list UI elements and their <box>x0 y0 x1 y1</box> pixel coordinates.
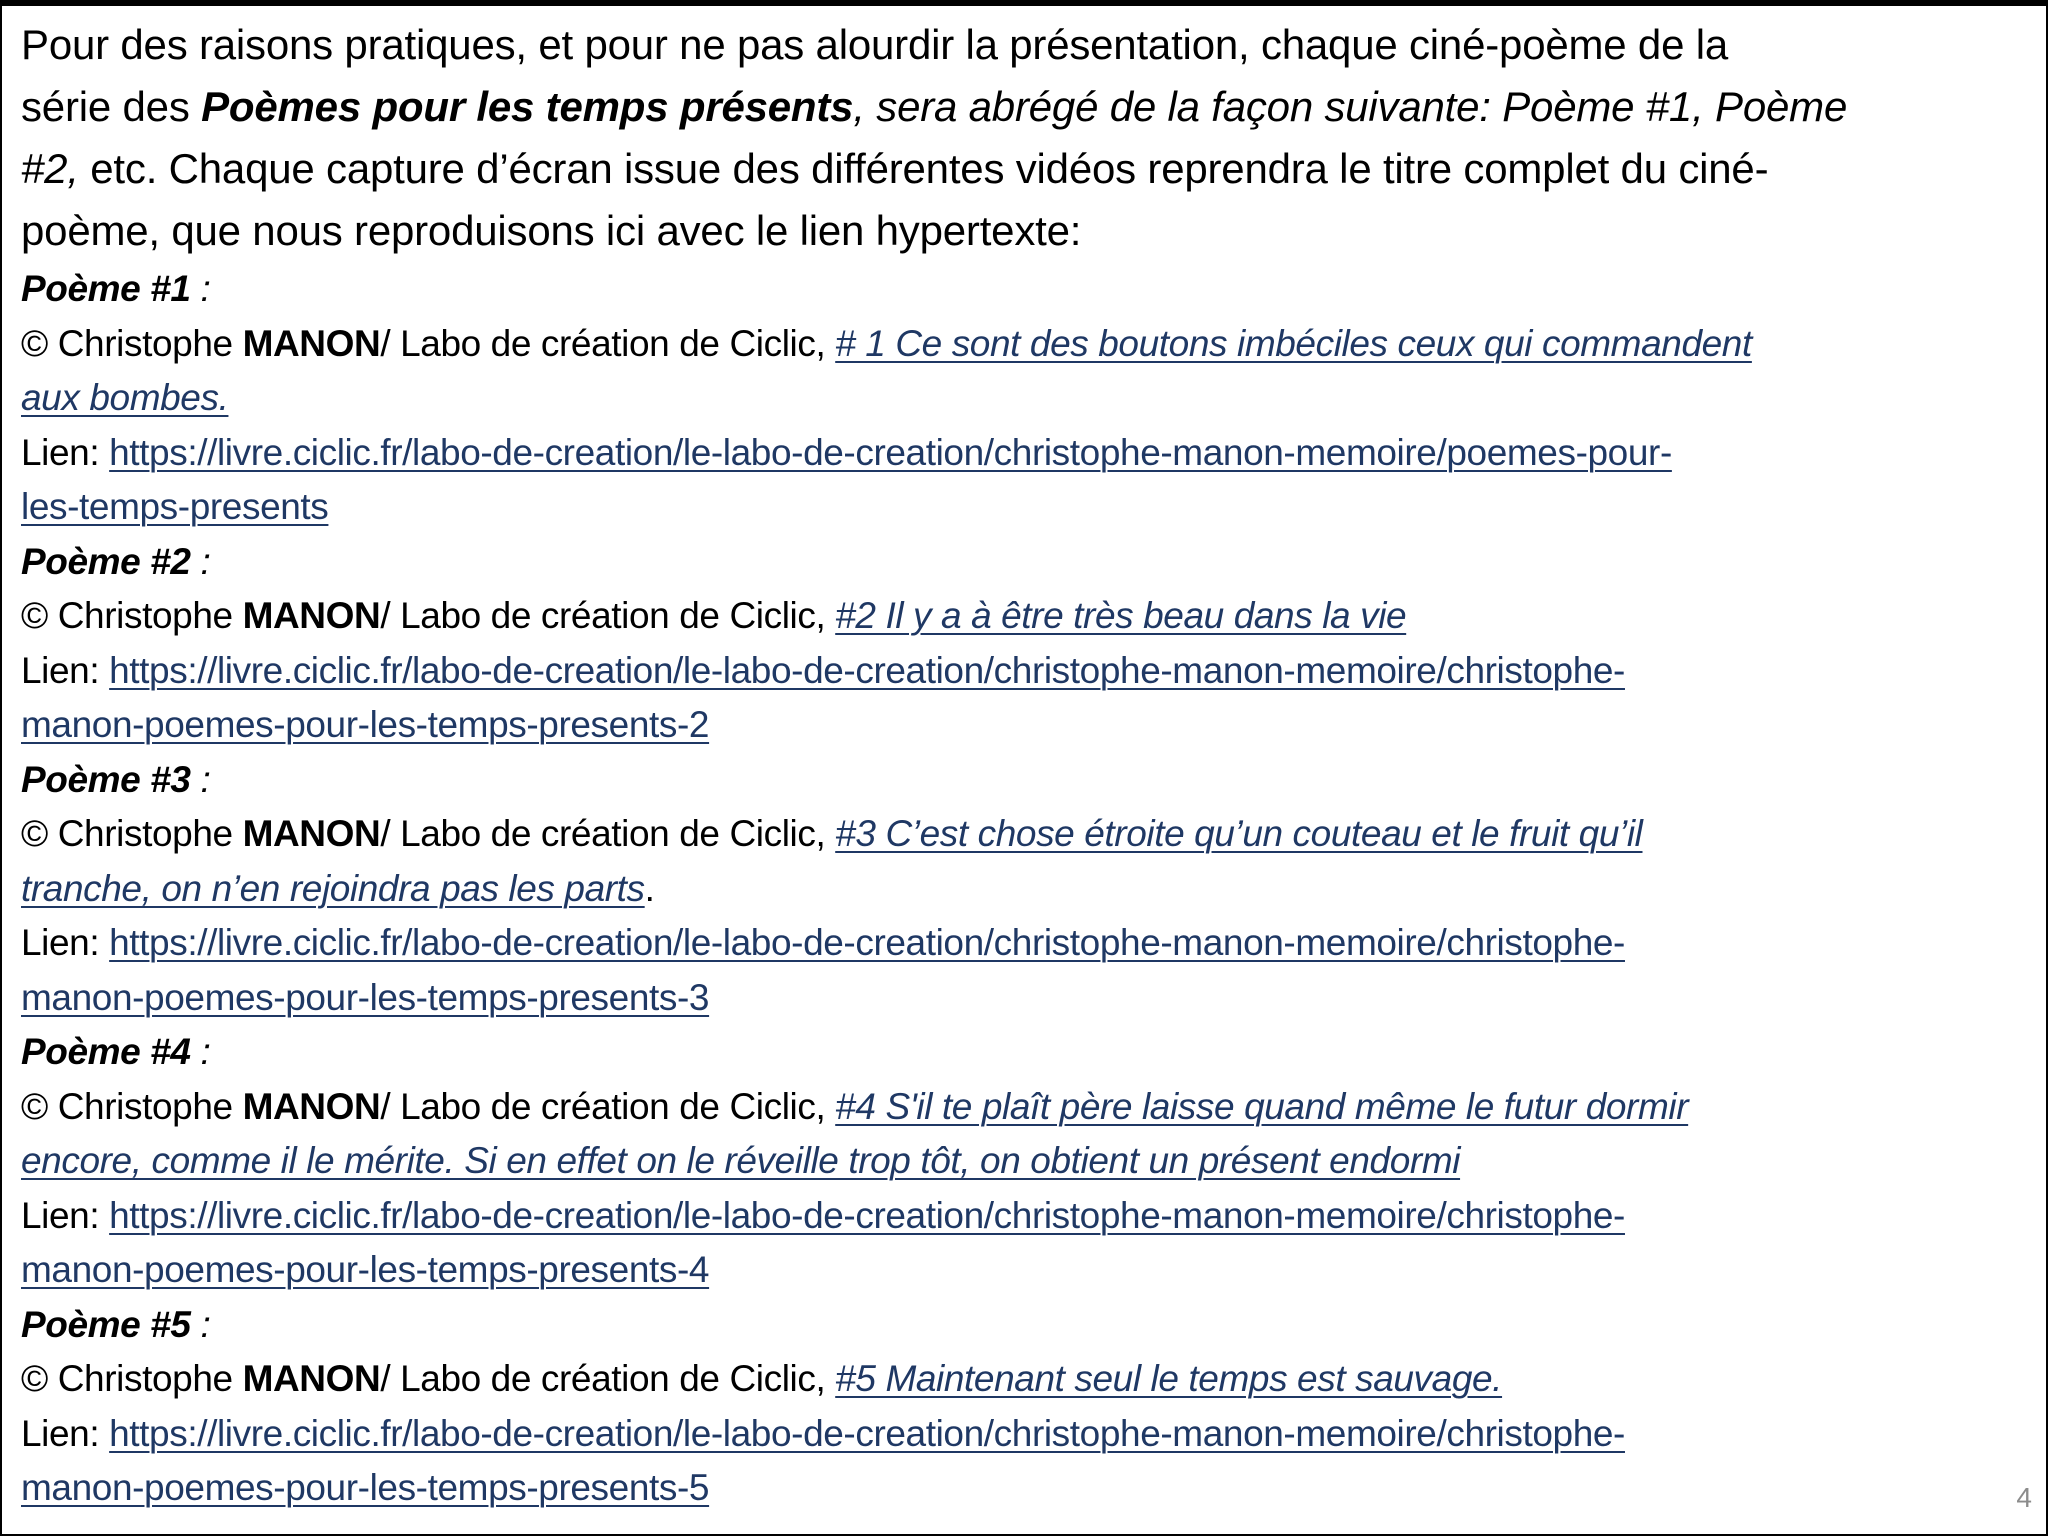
copyright-text: © Christophe <box>21 595 243 636</box>
poem-url-link[interactable]: https://livre.ciclic.fr/labo-de-creation/le-labo-de-creation/christophe-manon-memoire/christophe- <box>109 649 1625 691</box>
poem-credit-line <box>21 589 2021 644</box>
poem-url-link[interactable]: https://livre.ciclic.fr/labo-de-creation/le-labo-de-creation/christophe-manon-memoire/christophe- <box>109 922 1625 963</box>
poem-credit-line <box>21 1134 2021 1189</box>
poem-url-line <box>21 426 2021 481</box>
poem-url-line <box>21 1189 2021 1244</box>
poem-url-link[interactable]: les-temps-presents <box>21 486 329 527</box>
page-number: 4 <box>2016 1482 2032 1513</box>
abbreviation-example: #2, <box>21 145 79 192</box>
copyright-text: / Labo de création de Ciclic, <box>380 322 836 364</box>
series-title: Poèmes pour les temps présents <box>201 83 854 130</box>
copyright-text: / Labo de création de Ciclic, <box>380 595 836 636</box>
poem-heading <box>21 262 2021 317</box>
copyright-text: © Christophe <box>21 1358 243 1399</box>
intro-line-1: Pour des raisons pratiques, et pour ne pas alourdir la présentation, chaque ciné-poème de la <box>21 21 1729 68</box>
lien-label: Lien: <box>21 649 110 691</box>
poem-title-link[interactable]: #5 Maintenant seul le temps est sauvage. <box>835 1358 1503 1399</box>
poem-credit-line <box>21 807 2021 862</box>
author-surname: MANON <box>242 1358 381 1399</box>
poem-title-link[interactable]: # 1 Ce sont des boutons imbéciles ceux qui commandent <box>835 322 1752 364</box>
poem-heading-label: Poème #3 <box>21 758 191 800</box>
poem-entry-4 <box>21 1025 2021 1298</box>
poem-heading-label: Poème #4 <box>21 1031 191 1072</box>
author-surname: MANON <box>242 322 381 364</box>
copyright-text: © Christophe <box>21 813 243 854</box>
poem-heading-label: Poème #2 <box>21 540 191 582</box>
poem-url-link[interactable]: manon-poemes-pour-les-temps-presents-4 <box>21 1249 710 1290</box>
poem-heading-colon: : <box>190 758 211 800</box>
abbreviation-example: Poème #1, Poème <box>1502 83 1848 130</box>
poem-url-link[interactable]: https://livre.ciclic.fr/labo-de-creation/le-labo-de-creation/christophe-manon-memoire/christophe- <box>109 1412 1625 1454</box>
copyright-text: / Labo de création de Ciclic, <box>380 813 836 854</box>
poem-credit-line <box>21 862 2021 917</box>
poem-heading <box>21 535 2021 590</box>
lien-label: Lien: <box>21 1412 110 1454</box>
poem-heading-colon: : <box>190 1303 211 1345</box>
poem-list <box>21 262 2021 1516</box>
poem-url-link[interactable]: manon-poemes-pour-les-temps-presents-2 <box>21 704 710 745</box>
copyright-text: / Labo de création de Ciclic, <box>380 1358 836 1399</box>
poem-heading-colon: : <box>190 268 211 309</box>
author-surname: MANON <box>242 595 381 636</box>
poem-url-line <box>21 971 2021 1026</box>
poem-title-link[interactable]: aux bombes. <box>21 377 229 418</box>
poem-entry-2 <box>21 535 2021 753</box>
poem-title-link[interactable]: #2 Il y a à être très beau dans la vie <box>835 595 1407 636</box>
author-surname: MANON <box>242 813 381 854</box>
poem-entry-5 <box>21 1298 2021 1516</box>
poem-url-line <box>21 916 2021 971</box>
poem-title-link[interactable]: encore, comme il le mérite. Si en effet on le réveille trop tôt, on obtient un présent endormi <box>21 1140 1461 1181</box>
lien-label: Lien: <box>21 922 110 963</box>
poem-title-link[interactable]: tranche, on n’en rejoindra pas les parts <box>21 867 645 909</box>
poem-url-link[interactable]: manon-poemes-pour-les-temps-presents-3 <box>21 976 710 1018</box>
poem-title-link[interactable]: #3 C’est chose étroite qu’un couteau et le fruit qu’il <box>835 813 1643 854</box>
slide-content <box>21 14 2021 1516</box>
intro-line-3 <box>21 138 2021 200</box>
poem-heading-label: Poème #5 <box>21 1303 191 1345</box>
intro-text: etc. Chaque capture d’écran issue des différentes vidéos reprendra le titre complet du ciné- <box>78 145 1769 192</box>
title-suffix: . <box>644 867 655 909</box>
poem-url-link[interactable]: https://livre.ciclic.fr/labo-de-creation/le-labo-de-creation/christophe-manon-memoire/christophe- <box>109 1194 1625 1236</box>
poem-entry-1 <box>21 262 2021 535</box>
poem-url-line <box>21 480 2021 535</box>
intro-paragraph <box>21 14 2021 262</box>
poem-url-line <box>21 644 2021 699</box>
poem-title-link[interactable]: #4 S'il te plaît père laisse quand même le futur dormir <box>835 1085 1689 1127</box>
poem-entry-3 <box>21 753 2021 1026</box>
intro-comma: , sera abrégé de la façon suivante: <box>853 83 1503 130</box>
lien-label: Lien: <box>21 431 110 473</box>
poem-heading-label: Poème #1 <box>21 268 191 309</box>
lien-label: Lien: <box>21 1194 110 1236</box>
poem-heading <box>21 1025 2021 1080</box>
poem-url-link[interactable]: https://livre.ciclic.fr/labo-de-creation/le-labo-de-creation/christophe-manon-memoire/poemes-pour- <box>109 431 1672 473</box>
copyright-text: © Christophe <box>21 1085 243 1127</box>
poem-heading <box>21 753 2021 808</box>
poem-heading-colon: : <box>190 1031 211 1072</box>
intro-text: série des <box>21 83 202 130</box>
poem-url-line <box>21 1243 2021 1298</box>
poem-heading-colon: : <box>190 540 211 582</box>
copyright-text: © Christophe <box>21 322 243 364</box>
poem-credit-line <box>21 1080 2021 1135</box>
poem-url-line <box>21 1407 2021 1462</box>
poem-credit-line <box>21 371 2021 426</box>
poem-credit-line <box>21 317 2021 372</box>
intro-line-4: poème, que nous reproduisons ici avec le lien hypertexte: <box>21 207 1082 254</box>
author-surname: MANON <box>242 1085 381 1127</box>
intro-line-2 <box>21 76 2021 138</box>
poem-heading <box>21 1298 2021 1353</box>
copyright-text: / Labo de création de Ciclic, <box>380 1085 836 1127</box>
poem-credit-line <box>21 1352 2021 1407</box>
poem-url-line <box>21 698 2021 753</box>
poem-url-link[interactable]: manon-poemes-pour-les-temps-presents-5 <box>21 1467 710 1508</box>
poem-url-line <box>21 1461 2021 1516</box>
